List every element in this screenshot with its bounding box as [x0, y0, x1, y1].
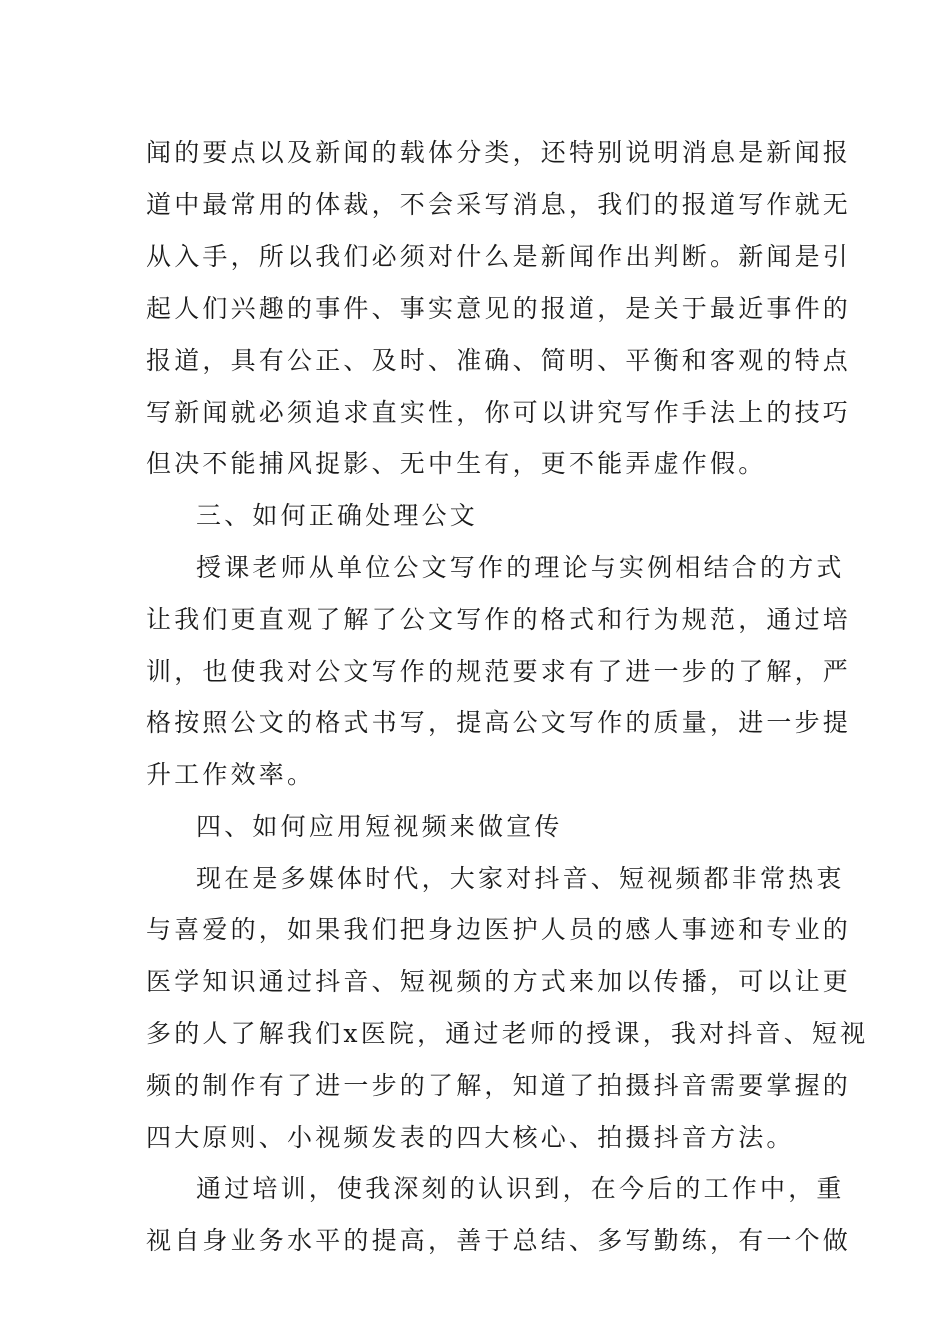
paragraph-line: 道中最常用的体裁，不会采写消息，我们的报道写作就无	[146, 190, 852, 219]
paragraph-line: 频的制作有了进一步的了解，知道了拍摄抖音需要掌握的	[146, 1071, 852, 1100]
paragraph-line: 与喜爱的，如果我们把身边医护人员的感人事迹和专业的	[146, 915, 852, 944]
paragraph-line: 起人们兴趣的事件、事实意见的报道，是关于最近事件的	[146, 294, 852, 323]
paragraph-line: 视自身业务水平的提高，善于总结、多写勤练，有一个做	[146, 1226, 852, 1255]
paragraph-line: 写新闻就必须追求直实性，你可以讲究写作手法上的技巧	[146, 398, 852, 427]
paragraph-line: 通过培训，使我深刻的认识到，在今后的工作中，重	[196, 1174, 845, 1203]
section-heading: 三、如何正确处理公文	[196, 501, 479, 530]
paragraph-line: 报道，具有公正、及时、准确、简明、平衡和客观的特点	[146, 346, 852, 375]
paragraph-line: 授课老师从单位公文写作的理论与实例相结合的方式	[196, 553, 845, 582]
paragraph-line: 医学知识通过抖音、短视频的方式来加以传播，可以让更	[146, 967, 852, 996]
paragraph-line: 闻的要点以及新闻的载体分类，还特别说明消息是新闻报	[146, 138, 852, 167]
paragraph-line: 训，也使我对公文写作的规范要求有了进一步的了解，严	[146, 657, 852, 686]
paragraph-line: 从入手，所以我们必须对什么是新闻作出判断。新闻是引	[146, 242, 852, 271]
paragraph-line: 四大原则、小视频发表的四大核心、拍摄抖音方法。	[146, 1123, 795, 1152]
section-heading: 四、如何应用短视频来做宣传	[196, 812, 563, 841]
paragraph-line: 多的人了解我们x医院，通过老师的授课，我对抖音、短视	[146, 1019, 869, 1048]
paragraph-line: 但决不能捕风捉影、无中生有，更不能弄虚作假。	[146, 449, 767, 478]
paragraph-line: 让我们更直观了解了公文写作的格式和行为规范，通过培	[146, 605, 852, 634]
paragraph-line: 格按照公文的格式书写，提高公文写作的质量，进一步提	[146, 708, 852, 737]
paragraph-line: 现在是多媒体时代，大家对抖音、短视频都非常热衷	[196, 864, 845, 893]
paragraph-line: 升工作效率。	[146, 760, 316, 789]
